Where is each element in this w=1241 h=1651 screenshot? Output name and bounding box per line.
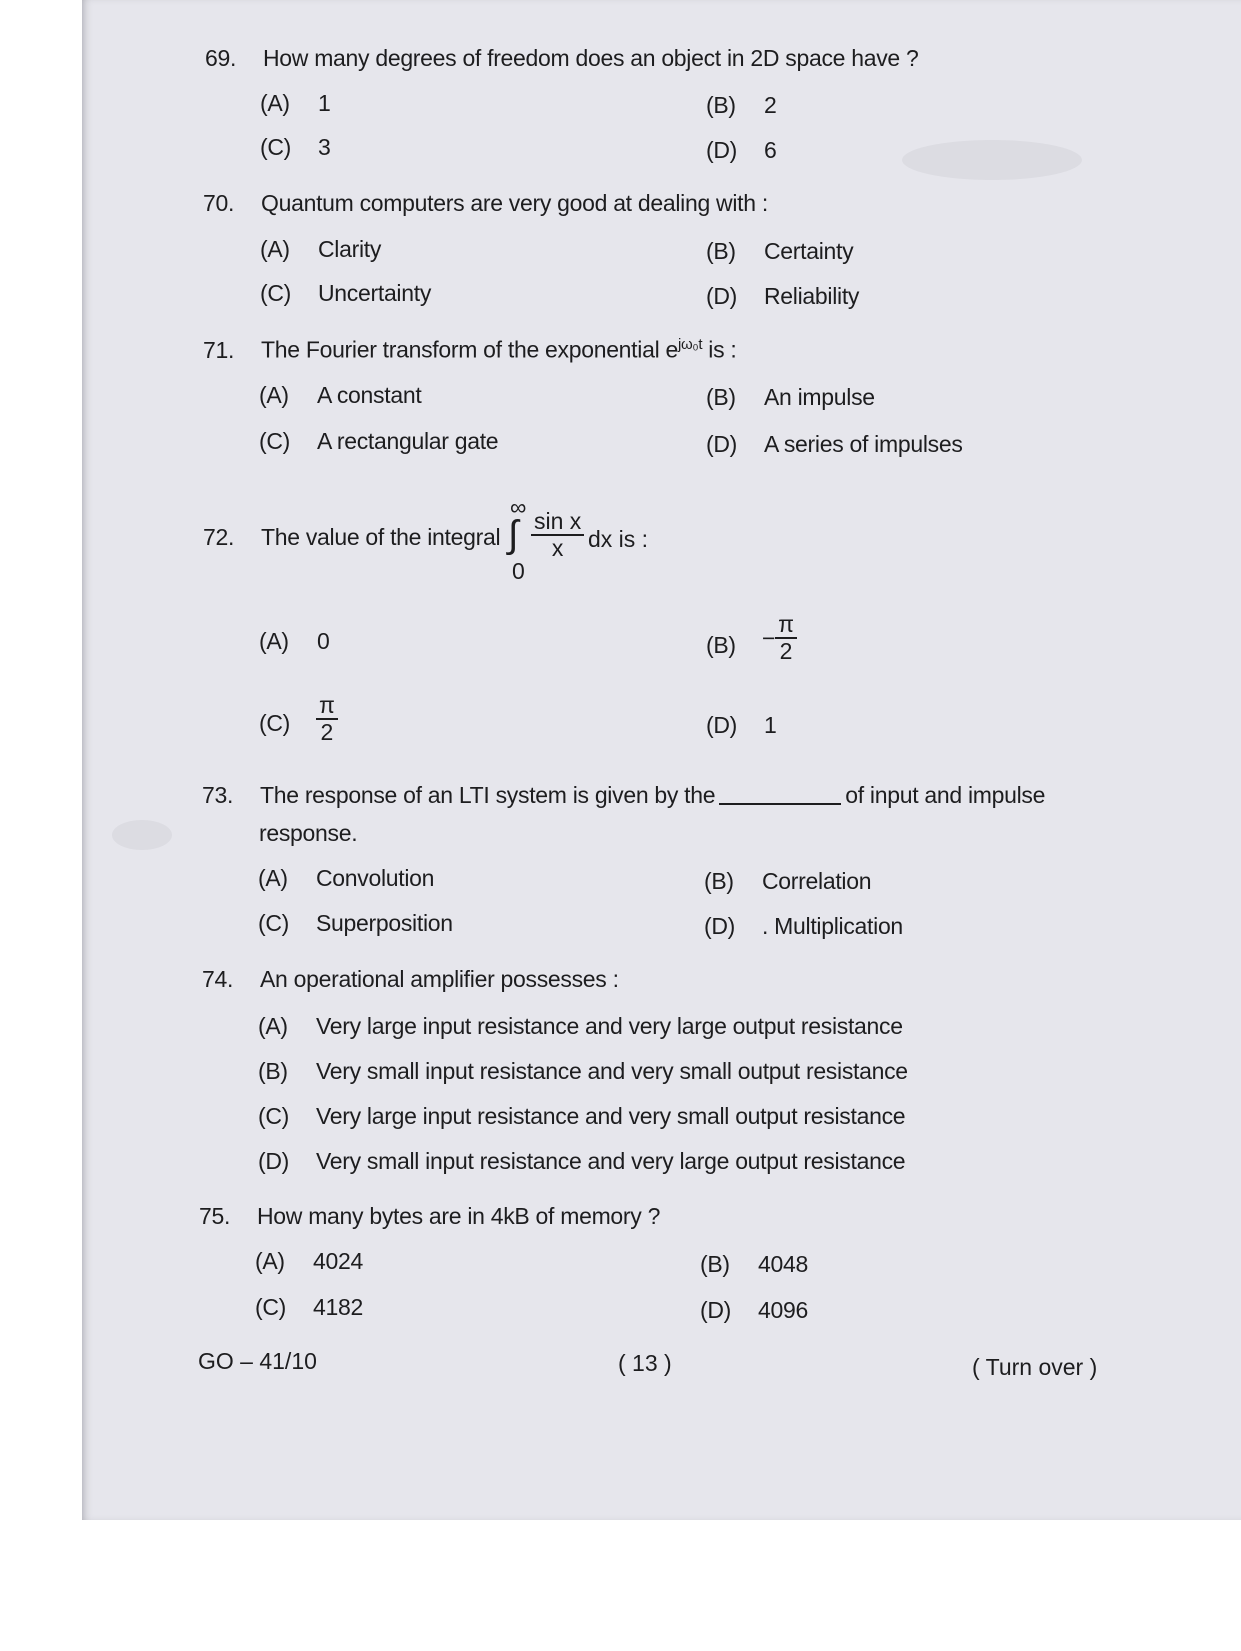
option-a: [258, 1013, 903, 1040]
option-label: (D): [706, 137, 738, 163]
option-d: [706, 431, 963, 458]
option-text: 4096: [758, 1297, 808, 1323]
option-text: Uncertainty: [318, 280, 432, 306]
option-text: Very small input resistance and very small output resistance: [316, 1058, 908, 1084]
option-text: . Multiplication: [762, 913, 903, 939]
option-text: Reliability: [764, 283, 860, 309]
option-label: (D): [704, 913, 736, 939]
option-c: [259, 710, 317, 737]
option-label: (C): [260, 134, 292, 160]
question-number: 75.: [199, 1203, 231, 1229]
option-text: Correlation: [762, 868, 872, 894]
option-label: (B): [700, 1251, 730, 1277]
option-b: [706, 632, 764, 659]
fraction-denominator: 2: [320, 719, 334, 746]
option-b: [706, 238, 853, 265]
question-text: The Fourier transform of the exponential e: [261, 336, 678, 363]
exponent: jω₀t: [677, 336, 703, 353]
integrand-denominator: x: [551, 535, 564, 562]
option-text: Superposition: [316, 910, 453, 936]
option-a: [259, 382, 421, 409]
option-label: (D): [700, 1297, 732, 1323]
option-label: (B): [704, 868, 734, 894]
question-74: [202, 966, 619, 993]
option-text: Very small input resistance and very large output resistance: [316, 1148, 906, 1174]
option-text: Very large input resistance and very small output resistance: [316, 1103, 906, 1129]
option-label: (D): [706, 283, 738, 309]
option-d: [706, 137, 777, 164]
option-label: (D): [706, 431, 738, 457]
question-text: The value of the integral: [261, 524, 501, 550]
option-d: [706, 283, 859, 310]
option-label: (B): [706, 238, 736, 264]
answer-blank: [719, 803, 841, 805]
option-label: (C): [259, 428, 291, 454]
paper-code: GO – 41/10: [198, 1348, 317, 1374]
option-text: 6: [764, 137, 777, 163]
question-73-line2: response.: [259, 820, 358, 846]
option-label: (A): [260, 90, 290, 116]
integrand-numerator: sin x: [531, 509, 584, 536]
question-71: [203, 336, 737, 364]
question-72: [203, 524, 500, 551]
option-text: 4048: [758, 1251, 808, 1277]
question-text-cont: of input and impulse: [845, 782, 1046, 808]
option-c: [258, 1103, 905, 1130]
question-69: [205, 45, 918, 72]
question-text: How many bytes are in 4kB of memory ?: [257, 1203, 661, 1229]
option-text: 2: [764, 92, 777, 118]
option-label: (A): [258, 865, 288, 891]
option-a: [258, 865, 434, 892]
turn-over-note: ( Turn over ): [972, 1354, 1098, 1380]
option-a: [260, 90, 331, 117]
question-text: An operational amplifier possesses :: [260, 966, 619, 992]
option-label: (C): [258, 1103, 290, 1129]
question-75: [199, 1203, 660, 1230]
integral-lower-limit: 0: [512, 558, 525, 584]
page-number: ( 13 ): [618, 1350, 672, 1376]
option-text: Certainty: [764, 238, 854, 264]
question-number: 74.: [202, 966, 234, 992]
option-a: [260, 236, 381, 263]
option-label: (C): [259, 710, 291, 736]
option-label: (A): [259, 628, 289, 654]
question-text: The response of an LTI system is given by the: [260, 782, 716, 808]
fraction-numerator: π: [775, 612, 797, 639]
option-b-value: [762, 612, 797, 665]
question-text-end: dx is :: [588, 526, 649, 552]
question-text-end: is :: [702, 336, 737, 363]
question-73: [202, 782, 1045, 809]
question-text: Quantum computers are very good at dealing with :: [261, 190, 768, 216]
option-text: 1: [318, 90, 331, 116]
option-text: 3: [318, 134, 331, 160]
integrand-fraction: [531, 509, 584, 562]
question-number: 69.: [205, 45, 237, 71]
option-label: (A): [255, 1248, 285, 1274]
option-label: (B): [706, 92, 736, 118]
option-label: (B): [706, 632, 736, 658]
exam-page: [82, 0, 1241, 1520]
option-label: (A): [259, 382, 289, 408]
integral-upper-limit: ∞: [510, 494, 527, 520]
option-label: (A): [260, 236, 290, 262]
option-label: (B): [706, 384, 736, 410]
scan-smudge: [112, 820, 172, 850]
minus-sign: −: [762, 624, 776, 651]
option-b: [706, 384, 875, 411]
question-70: [203, 190, 768, 217]
option-c: [258, 910, 453, 937]
option-d: [258, 1148, 905, 1175]
option-text: 0: [317, 628, 330, 654]
option-text: Convolution: [316, 865, 435, 891]
option-b: [706, 92, 777, 119]
option-b: [258, 1058, 908, 1085]
option-b: [700, 1251, 808, 1278]
option-label: (B): [258, 1058, 288, 1084]
option-b: [704, 868, 871, 895]
option-text: A constant: [317, 382, 422, 408]
option-text: A rectangular gate: [317, 428, 499, 454]
option-label: (C): [255, 1294, 287, 1320]
option-text: Very large input resistance and very large output resistance: [316, 1013, 903, 1039]
option-text: 4182: [313, 1294, 363, 1320]
question-number: 70.: [203, 190, 235, 216]
option-d: [700, 1297, 808, 1324]
question-number: 71.: [203, 336, 235, 363]
option-label: (C): [260, 280, 292, 306]
question-number: 73.: [202, 782, 234, 808]
option-a: [259, 628, 330, 655]
option-c: [260, 280, 431, 307]
option-label: (D): [706, 712, 738, 738]
option-c: [255, 1294, 363, 1321]
option-label: (D): [258, 1148, 290, 1174]
fraction-numerator: π: [316, 693, 338, 720]
option-c: [259, 428, 498, 455]
option-text: 4024: [313, 1248, 363, 1274]
option-d: [706, 712, 777, 739]
option-label: (C): [258, 910, 290, 936]
option-a: [255, 1248, 363, 1275]
scan-smudge: [902, 140, 1082, 180]
fraction-denominator: 2: [779, 638, 793, 665]
option-text: A series of impulses: [764, 431, 963, 457]
option-c: [260, 134, 331, 161]
question-text: How many degrees of freedom does an object in 2D space have ?: [263, 45, 919, 71]
question-number: 72.: [203, 524, 235, 550]
integral-sign: ∫: [508, 514, 519, 556]
option-label: (A): [258, 1013, 288, 1039]
option-c-value: [316, 693, 338, 746]
option-text: An impulse: [764, 384, 875, 410]
option-text: Clarity: [318, 236, 382, 262]
option-text: 1: [764, 712, 777, 738]
option-d: [704, 913, 903, 940]
